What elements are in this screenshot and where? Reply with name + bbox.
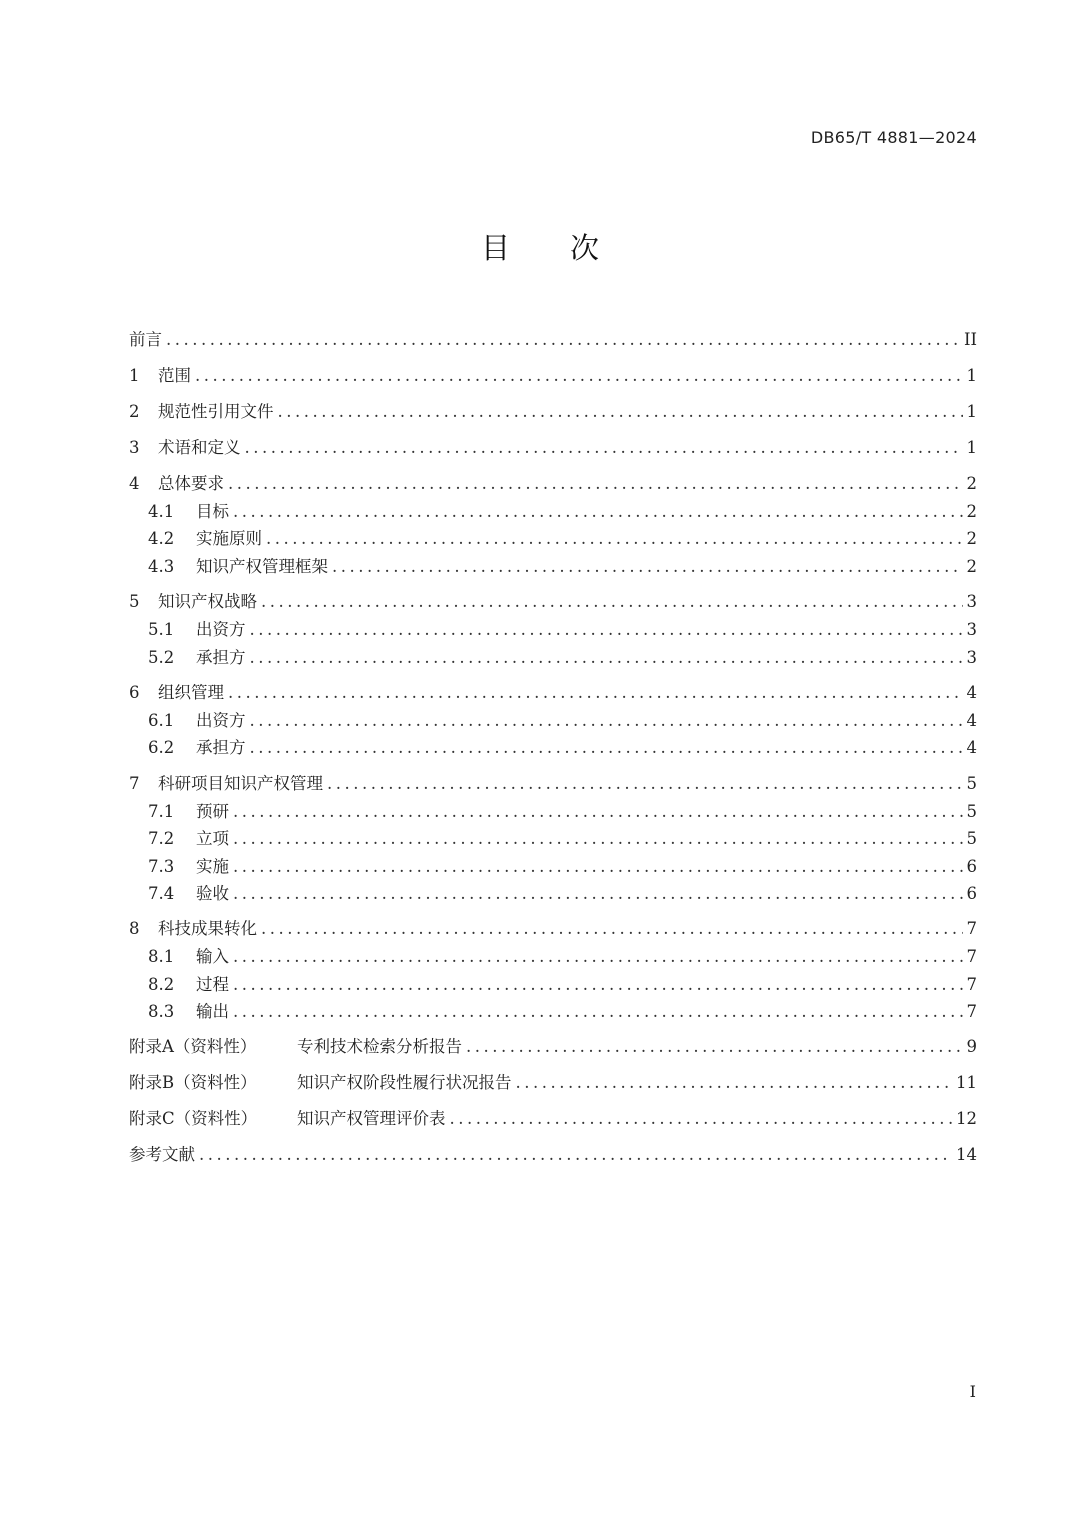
toc-entry-page: 6 [966, 856, 977, 876]
toc-leader-dots [233, 971, 963, 998]
toc-entry-label: 知识产权管理框架 [196, 556, 328, 576]
toc-entry[interactable] [129, 553, 977, 580]
toc-entry-page: 4 [966, 710, 977, 730]
annex-label: 附录C（资料性） [129, 1109, 258, 1129]
toc-entry-label: 实施原则 [196, 529, 262, 549]
toc-entry-label: 组织管理 [158, 682, 224, 702]
toc-entry-number: 7 [129, 773, 140, 793]
toc-entry-page: 7 [966, 974, 977, 994]
toc-leader-dots [233, 880, 963, 907]
toc-entry-number: 4.2 [148, 529, 175, 549]
toc-entry-page: 7 [966, 1002, 977, 1022]
toc-entry-number: 8.2 [148, 974, 175, 994]
standard-code: DB65/T 4881—2024 [810, 128, 977, 147]
toc-entry-number: 8 [129, 919, 140, 939]
toc-entry-page: 4 [966, 738, 977, 758]
toc-entry[interactable] [129, 971, 977, 998]
toc-entry-page: 5 [966, 801, 977, 821]
toc-annex-entry[interactable] [129, 1065, 977, 1101]
toc-entry-label: 术语和定义 [158, 438, 241, 457]
annex-label: 附录A（资料性） [129, 1037, 257, 1057]
toc-entry-page: II [963, 330, 977, 349]
toc-entry[interactable] [129, 322, 977, 358]
toc-entry-number: 6.2 [148, 738, 175, 758]
toc-entry[interactable] [129, 584, 977, 620]
toc-entry[interactable] [129, 798, 977, 825]
toc-entry-number: 4.1 [148, 502, 175, 521]
toc-entry-page: 9 [966, 1037, 977, 1057]
toc-leader-dots [266, 525, 963, 552]
toc-entry-page: 4 [966, 682, 977, 702]
toc-entry[interactable] [129, 358, 977, 394]
toc-entry[interactable] [129, 644, 977, 671]
toc-entry[interactable] [129, 675, 977, 711]
toc-leader-dots [250, 644, 963, 671]
toc-entry-label: 范围 [158, 366, 191, 385]
toc-entry-label: 前言 [129, 330, 162, 349]
toc-entry-number: 8.3 [148, 1002, 175, 1022]
toc-leader-dots [261, 584, 963, 620]
toc-entry-page: 7 [966, 947, 977, 967]
toc-entry[interactable] [129, 766, 977, 802]
toc-entry-page: 3 [966, 592, 977, 612]
toc-entry-page: 2 [966, 502, 977, 521]
toc-leader-dots [233, 498, 963, 525]
toc-entry-number: 7.3 [148, 856, 175, 876]
toc-entry-page: 3 [966, 620, 977, 640]
toc-entry-label: 总体要求 [158, 474, 224, 493]
table-of-contents [129, 322, 977, 1173]
toc-leader-dots [450, 1101, 953, 1137]
toc-entry-page: 11 [956, 1073, 977, 1093]
toc-entry[interactable] [129, 616, 977, 643]
toc-entry-label: 承担方 [196, 647, 246, 667]
toc-entry-number: 8.1 [148, 947, 175, 967]
toc-leader-dots [233, 798, 963, 825]
toc-entry-page: 1 [966, 402, 977, 421]
toc-leader-dots [250, 616, 963, 643]
footer-page-number: I [969, 1382, 976, 1401]
toc-entry[interactable] [129, 430, 977, 466]
annex-title: 专利技术检索分析报告 [297, 1037, 462, 1057]
toc-leader-dots [233, 825, 963, 852]
toc-entry-page: 2 [966, 474, 977, 493]
toc-entry-label: 目标 [196, 502, 229, 521]
toc-title-char-1: 目 [480, 231, 510, 265]
toc-entry[interactable] [129, 394, 977, 430]
toc-entry-label: 知识产权战略 [158, 592, 257, 612]
annex-title: 知识产权管理评价表 [297, 1109, 446, 1129]
toc-entry-page: 7 [966, 919, 977, 939]
toc-leader-dots [233, 998, 963, 1025]
toc-entry-number: 1 [129, 366, 140, 385]
toc-entry[interactable] [129, 853, 977, 880]
toc-leader-dots [466, 1029, 963, 1065]
toc-leader-dots [327, 766, 963, 802]
toc-entry[interactable] [129, 943, 977, 970]
toc-entry-page: 3 [966, 647, 977, 667]
toc-leader-dots [228, 466, 963, 502]
toc-leader-dots [199, 1137, 952, 1173]
toc-entry-page: 2 [966, 529, 977, 549]
toc-title-char-2: 次 [570, 231, 600, 265]
toc-entry[interactable] [129, 525, 977, 552]
toc-entry-label: 出资方 [196, 710, 246, 730]
toc-entry-page: 1 [966, 366, 977, 385]
toc-entry-number: 5.2 [148, 647, 175, 667]
toc-leader-dots [250, 734, 963, 761]
toc-entry-number: 7.1 [148, 801, 175, 821]
toc-entry[interactable] [129, 911, 977, 947]
toc-annex-entry[interactable] [129, 1029, 977, 1065]
annex-title: 知识产权阶段性履行状况报告 [297, 1073, 512, 1093]
toc-leader-dots [250, 707, 963, 734]
toc-entry-number: 5 [129, 592, 140, 612]
toc-entry[interactable] [129, 707, 977, 734]
toc-entry-label: 参考文献 [129, 1145, 195, 1165]
toc-leader-dots [233, 943, 963, 970]
toc-leader-dots [516, 1065, 953, 1101]
toc-leader-dots [245, 430, 963, 466]
toc-entry[interactable] [129, 498, 977, 525]
toc-entry-number: 4 [129, 474, 140, 493]
toc-entry-number: 3 [129, 438, 140, 457]
toc-leader-dots [278, 394, 963, 430]
toc-entry-number: 2 [129, 402, 140, 421]
toc-entry-label: 规范性引用文件 [158, 402, 274, 421]
toc-entry[interactable] [129, 825, 977, 852]
toc-entry-label: 验收 [196, 883, 229, 903]
toc-references-entry[interactable] [129, 1137, 977, 1173]
toc-entry[interactable] [129, 880, 977, 907]
toc-entry-label: 科技成果转化 [158, 919, 257, 939]
toc-entry-label: 输出 [196, 1002, 229, 1022]
toc-title [0, 226, 1080, 267]
toc-entry-label: 出资方 [196, 620, 246, 640]
toc-entry-label: 承担方 [196, 738, 246, 758]
toc-leader-dots [261, 911, 963, 947]
toc-entry-label: 实施 [196, 856, 229, 876]
toc-entry-page: 6 [966, 883, 977, 903]
toc-entry-label: 输入 [196, 947, 229, 967]
annex-label: 附录B（资料性） [129, 1073, 257, 1093]
toc-entry-number: 5.1 [148, 620, 175, 640]
toc-entry-number: 6 [129, 682, 140, 702]
toc-entry-number: 4.3 [148, 556, 175, 576]
toc-entry-page: 12 [956, 1109, 977, 1129]
toc-entry-page: 5 [966, 773, 977, 793]
toc-leader-dots [228, 675, 963, 711]
toc-entry-number: 6.1 [148, 710, 175, 730]
toc-entry-label: 过程 [196, 974, 229, 994]
toc-entry-label: 立项 [196, 829, 229, 849]
toc-leader-dots [233, 853, 963, 880]
toc-leader-dots [195, 358, 963, 394]
toc-entry-number: 7.4 [148, 883, 175, 903]
toc-entry[interactable] [129, 734, 977, 761]
toc-entry[interactable] [129, 466, 977, 502]
toc-entry-page: 5 [966, 829, 977, 849]
toc-annex-entry[interactable] [129, 1101, 977, 1137]
toc-leader-dots [332, 553, 963, 580]
toc-entry-page: 14 [956, 1145, 977, 1165]
toc-entry[interactable] [129, 998, 977, 1025]
toc-entry-page: 1 [966, 438, 977, 457]
toc-entry-label: 科研项目知识产权管理 [158, 773, 323, 793]
toc-entry-page: 2 [966, 556, 977, 576]
toc-entry-number: 7.2 [148, 829, 175, 849]
toc-entry-label: 预研 [196, 801, 229, 821]
toc-leader-dots [166, 322, 960, 358]
